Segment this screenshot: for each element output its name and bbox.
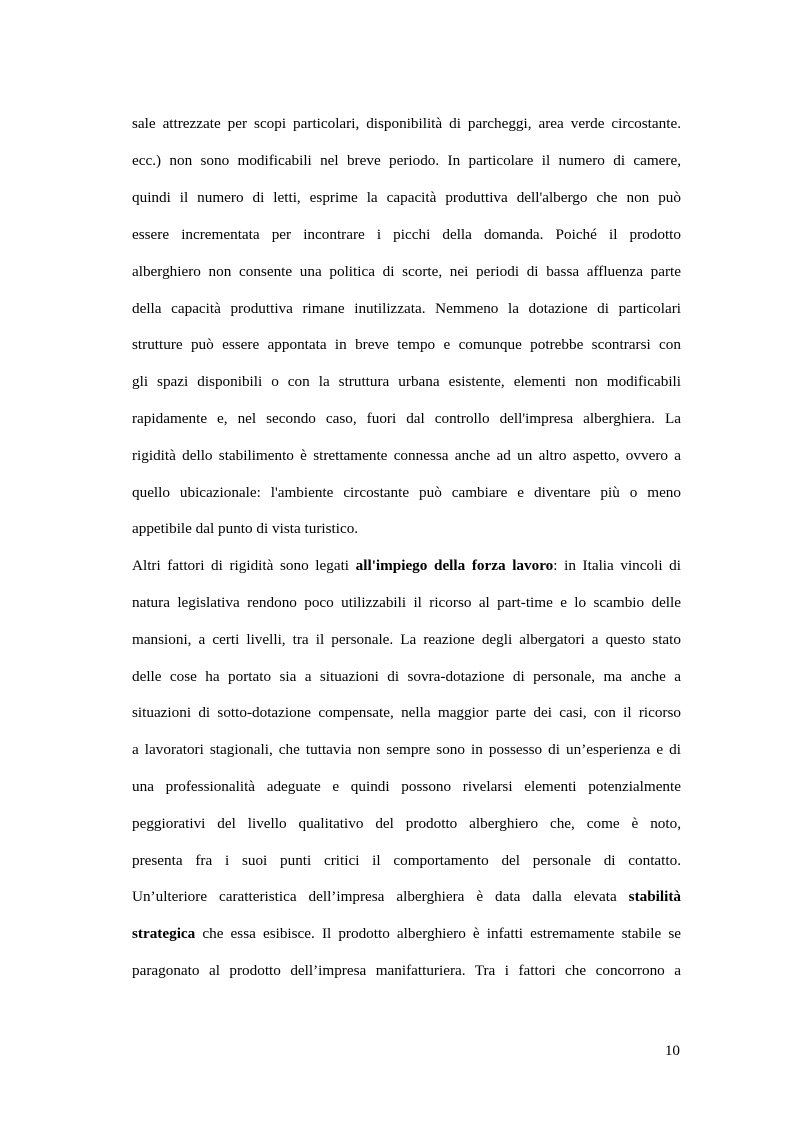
text-line: delle cose ha portato sia a situazioni di sovra-dotazione di personale, ma anche a — [132, 668, 681, 685]
text-line — [132, 887, 681, 907]
text-line: appetibile dal punto di vista turistico. — [132, 520, 359, 537]
text-line: paragonato al prodotto dell’impresa manifatturiera. Tra i fattori che concorrono a — [132, 962, 681, 979]
text-run: : in Italia vincoli di — [553, 557, 681, 574]
page-number: 10 — [664, 1042, 680, 1059]
bold-term: stabilità — [628, 888, 681, 905]
text-line: situazioni di sotto-dotazione compensate, nella maggior parte dei casi, con il ricorso — [132, 704, 681, 721]
text-line: strutture può essere appontata in breve tempo e comunque potrebbe scontrarsi con — [132, 336, 681, 353]
text-line: ecc.) non sono modificabili nel breve periodo. In particolare il numero di camere, — [132, 152, 681, 169]
text-line: essere incrementata per incontrare i picchi della domanda. Poiché il prodotto — [132, 226, 681, 243]
text-line: sale attrezzate per scopi particolari, disponibilità di parcheggi, area verde circostante. — [132, 115, 681, 132]
text-line: peggiorativi del livello qualitativo del prodotto alberghiero che, come è noto, — [132, 815, 681, 832]
text-line: quello ubicazionale: l'ambiente circostante può cambiare e diventare più o meno — [132, 484, 681, 501]
text-line: a lavoratori stagionali, che tuttavia non sempre sono in possesso di un’esperienza e di — [132, 741, 681, 758]
text-line — [132, 924, 681, 944]
text-line — [132, 556, 681, 576]
text-line: rapidamente e, nel secondo caso, fuori dal controllo dell'impresa alberghiera. La — [132, 410, 681, 427]
text-line: alberghiero non consente una politica di scorte, nei periodi di bassa affluenza parte — [132, 263, 681, 280]
bold-term: strategica — [132, 925, 196, 942]
text-line: gli spazi disponibili o con la struttura urbana esistente, elementi non modificabili — [132, 373, 681, 390]
text-line: presenta fra i suoi punti critici il comportamento del personale di contatto. — [132, 852, 681, 869]
text-line: mansioni, a certi livelli, tra il personale. La reazione degli albergatori a questo stato — [132, 631, 681, 648]
text-run: Altri fattori di rigidità sono legati — [132, 557, 356, 574]
text-run: che essa esibisce. Il prodotto alberghiero è infatti estremamente stabile se — [195, 925, 681, 942]
text-line: natura legislativa rendono poco utilizzabili il ricorso al part-time e lo scambio delle — [132, 594, 681, 611]
text-line: rigidità dello stabilimento è strettamente connessa anche ad un altro aspetto, ovvero a — [132, 447, 681, 464]
text-run: Un’ulteriore caratteristica dell’impresa alberghiera è data dalla elevata — [132, 888, 629, 905]
text-line: quindi il numero di letti, esprime la capacità produttiva dell'albergo che non può — [132, 189, 681, 206]
text-line: della capacità produttiva rimane inutilizzata. Nemmeno la dotazione di particolari — [132, 300, 681, 317]
bold-term: all'impiego della forza lavoro — [355, 557, 554, 574]
text-line: una professionalità adeguate e quindi possono rivelarsi elementi potenzialmente — [132, 778, 681, 795]
